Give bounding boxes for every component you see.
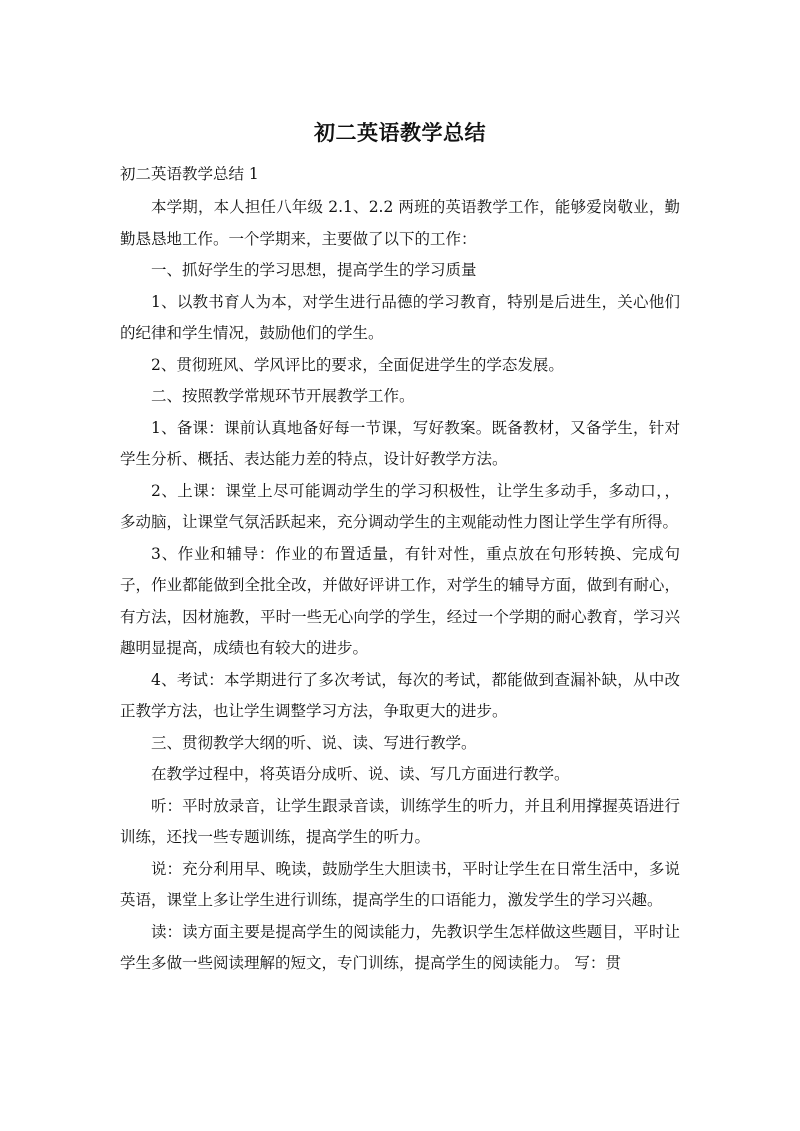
paragraph-listening: 听：平时放录音，让学生跟录音读，训练学生的听力，并且利用撑握英语进行训练，还找一些专题训练，提高学生的听力。: [120, 796, 680, 846]
paragraph-2-1: 1、备课：课前认真地备好每一节课，写好教案。既备教材，又备学生，针对学生分析、概括、表达能力差的特点，设计好教学方法。: [120, 418, 680, 468]
section-heading-1: 一、抓好学生的学习思想，提高学生的学习质量: [151, 261, 477, 279]
section-heading-3: 三、贯彻教学大纲的听、说、读、写进行教学。: [151, 733, 477, 752]
paragraph-2-3: 3、作业和辅导：作业的布置适量，有针对性，重点放在句形转换、完成句子，作业都能做到全批全改，并做好评讲工作，对学生的辅导方面，做到有耐心，有方法，因材施教，平时一些无心向学的学生，经过一个学期的耐心教育，学习兴趣明显提高，成绩也有较大的进步。: [120, 544, 680, 657]
paragraph-2-4: 4、考试：本学期进行了多次考试，每次的考试，都能做到查漏补缺，从中改正教学方法，也让学生调整学习方法，争取更大的进步。: [120, 670, 680, 720]
paragraph-speaking: 说：充分利用早、晚读，鼓励学生大胆读书，平时让学生在日常生活中，多说英语，课堂上多让学生进行训练，提高学生的口语能力，激发学生的学习兴趣。: [120, 859, 680, 909]
paragraph-2-2: 2、上课：课堂上尽可能调动学生的学习积极性，让学生多动手，多动口，，多动脑，让课堂气氛活跃起来，充分调动学生的主观能动性力图让学生学有所得。: [120, 481, 680, 531]
paragraph-3-intro: 在教学过程中，将英语分成听、说、读、写几方面进行教学。: [151, 765, 570, 783]
paragraph-1-1: 1、以教书育人为本，对学生进行品德的学习教育，特别是后进生，关心他们的纪律和学生情况，鼓励他们的学生。: [120, 292, 680, 342]
paragraph-1-2: 2、贯彻班风、学风评比的要求，全面促进学生的学态发展。: [151, 355, 564, 374]
document-body: [120, 192, 680, 980]
paragraph-reading: 读：读方面主要是提高学生的阅读能力，先教识学生怎样做这些题目，平时让学生多做一些阅读理解的短文，专门训练，提高学生的阅读能力。 写：贯: [120, 922, 680, 972]
document-title: 初二英语教学总结: [314, 121, 486, 145]
document-subtitle: 初二英语教学总结 1: [120, 165, 259, 183]
section-heading-2: 二、按照教学常规环节开展教学工作。: [151, 387, 415, 405]
paragraph-intro: 本学期，本人担任八年级 2.1、2.2 两班的英语教学工作，能够爱岗敬业，勤勤恳恳地工作。一个学期来，主要做了以下的工作：: [120, 198, 680, 248]
